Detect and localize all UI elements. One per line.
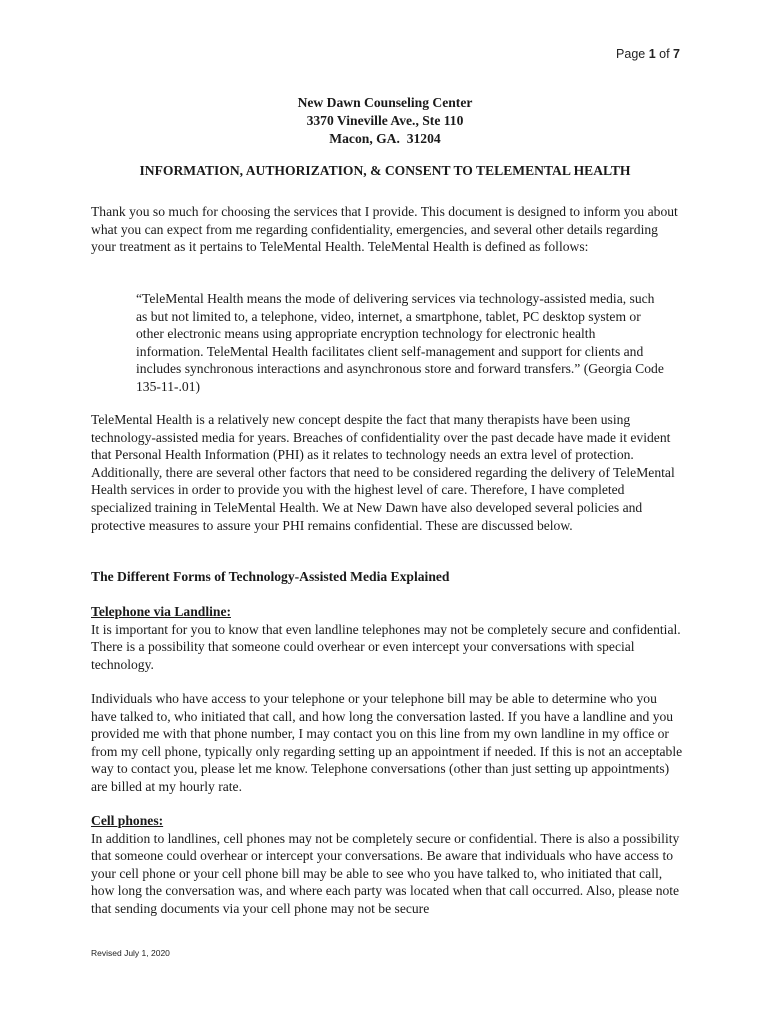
page-number-current: 1 <box>648 47 656 61</box>
page-number-total: 7 <box>673 47 680 61</box>
landline-section <box>91 603 683 673</box>
letterhead <box>0 94 770 148</box>
intro-paragraph <box>91 203 683 256</box>
landline-paragraph-1: It is important for you to know that even landline telephones may not be completely secure and confidential. There is a possibility that someone could overhear or even intercept your conversations with special technology. <box>91 621 681 672</box>
organization-city: Macon, GA. 31204 <box>329 131 441 146</box>
page-number <box>616 47 680 61</box>
section-heading <box>91 568 683 586</box>
organization-name: New Dawn Counseling Center <box>297 95 473 110</box>
quote-text: “TeleMental Health means the mode of delivering services via technology-assisted media, such as but not limited to, a telephone, video, internet, a smartphone, tablet, PC desktop system or other electronic means using appropriate encryption technology for electronic health information. TeleMental Health facilitates client self-management and support for clients and includes synchronous interactions and asynchronous store and forward transfers.” (Georgia Code 135-11-.01) <box>136 291 664 394</box>
cell-heading: Cell phones: <box>91 813 164 828</box>
paragraph-2 <box>91 411 683 534</box>
landline-heading: Telephone via Landline: <box>91 604 231 619</box>
section-heading-text: The Different Forms of Technology-Assisted Media Explained <box>91 569 450 584</box>
document-title: INFORMATION, AUTHORIZATION, & CONSENT TO TELEMENTAL HEALTH <box>139 163 631 178</box>
page-number-prefix: Page <box>616 47 649 61</box>
definition-quote <box>136 290 664 396</box>
revision-footer: Revised July 1, 2020 <box>91 948 170 958</box>
landline-paragraph-2: Individuals who have access to your telephone or your telephone bill may be able to determine who you have talked to, who initiated that call, and how long the conversation lasted. If you have a landline and you provided me with that phone number, I may contact you on this line from my own landline in my office or from my cell phone, typically only regarding setting up an appointment if needed. If this is not an acceptable way to contact you, please let me know. Telephone conversations (other than just setting up appointments) are billed at my hourly rate. <box>91 691 683 794</box>
paragraph-2-text: TeleMental Health is a relatively new concept despite the fact that many therapists have been using technology-assisted media for years. Breaches of confidentiality over the past decade have made it evident that Personal Health Information (PHI) as it relates to technology needs an extra level of protection. Additionally, there are several other factors that need to be considered regarding the delivery of TeleMental Health services in order to provide you with the highest level of care. Therefore, I have completed specialized training in TeleMental Health. We at New Dawn have also developed several policies and protective measures to assure your PHI remains confidential. These are discussed below. <box>91 412 675 533</box>
organization-address: 3370 Vineville Ave., Ste 110 <box>306 113 464 128</box>
cell-paragraph-1: In addition to landlines, cell phones may not be completely secure or confidential. There is also a possibility that someone could overhear or intercept your conversations. Be aware that individuals who have access to your cell phone or your cell phone bill may be able to see who you have talked to, who initiated that call, how long the conversation was, and where each party was located when that call occurred. Also, please note that sending documents via your cell phone may not be secure <box>91 830 680 916</box>
page-number-separator: of <box>655 47 674 61</box>
intro-text: Thank you so much for choosing the services that I provide. This document is designed to inform you about what you can expect from me regarding confidentiality, emergencies, and several other details regarding your treatment as it pertains to TeleMental Health. TeleMental Health is defined as follows: <box>91 204 678 255</box>
landline-section-2 <box>91 690 683 796</box>
cell-section <box>91 812 683 918</box>
